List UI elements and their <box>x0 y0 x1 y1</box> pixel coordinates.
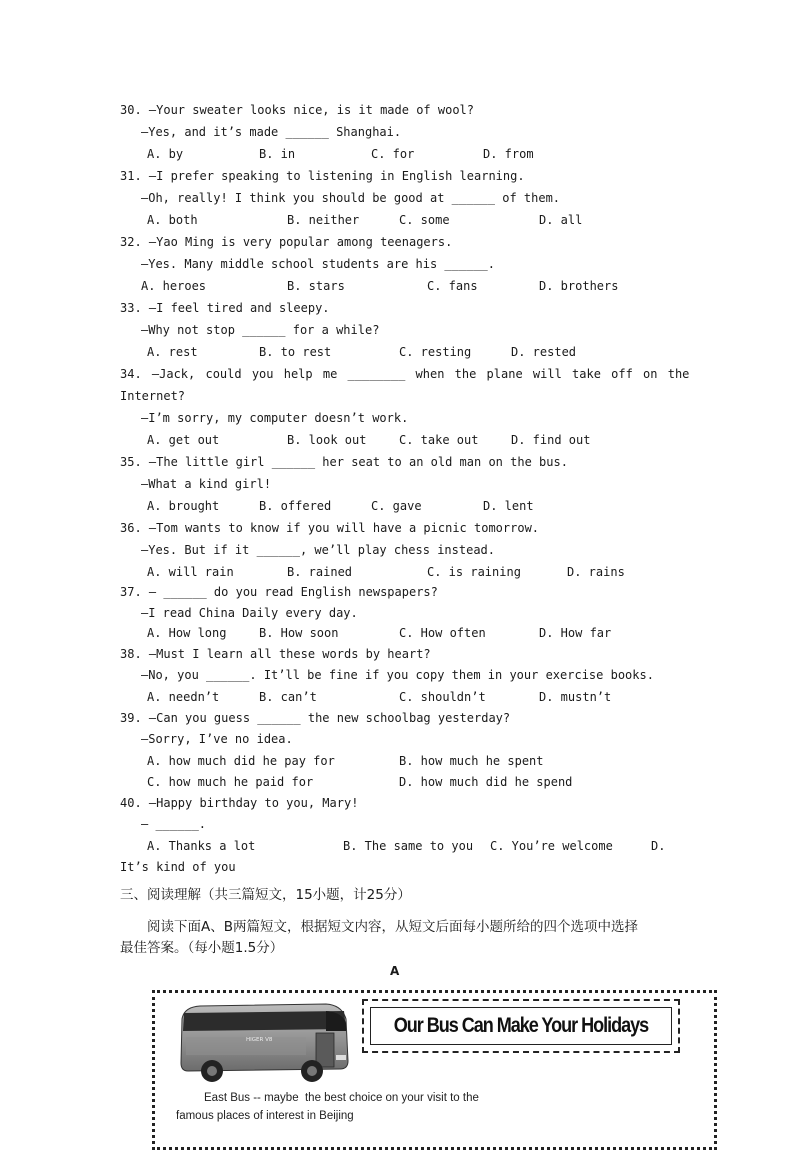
question-31-option-a: A. both <box>147 213 198 227</box>
bus-illustration <box>176 997 352 1089</box>
advertisement-text-line1: East Bus -- maybe the best choice on your visit to the <box>204 1092 479 1104</box>
question-38-reply: —No, you ______. It’ll be fine if you copy them in your exercise books. <box>141 668 654 682</box>
question-30-option-c: C. for <box>371 147 415 161</box>
question-35-stem: 35. —The little girl ______ her seat to an old man on the bus. <box>120 455 568 469</box>
question-33-option-d: D. rested <box>511 345 577 359</box>
question-37-option-b: B. How soon <box>259 626 339 640</box>
question-32-stem: 32. —Yao Ming is very popular among teenagers. <box>120 235 453 249</box>
question-37-option-d: D. How far <box>539 626 612 640</box>
question-33-stem: 33. —I feel tired and sleepy. <box>120 301 330 315</box>
question-35-option-a: A. brought <box>147 499 220 513</box>
section-heading: 三、阅读理解（共三篇短文，15小题，计25分） <box>120 887 411 903</box>
question-40-option-b: B. The same to you <box>343 839 474 853</box>
question-36-stem: 36. —Tom wants to know if you will have a picnic tomorrow. <box>120 521 540 535</box>
question-32-option-a: A. heroes <box>141 279 207 293</box>
question-38-option-b: B. can’t <box>259 690 317 704</box>
question-40-stem: 40. —Happy birthday to you, Mary! <box>120 796 359 810</box>
question-36-option-b: B. rained <box>287 565 353 579</box>
question-36-option-a: A. will rain <box>147 565 234 579</box>
question-34-option-c: C. take out <box>399 433 479 447</box>
question-37-reply: —I read China Daily every day. <box>141 606 358 620</box>
question-37-stem: 37. — ______ do you read English newspapers? <box>120 585 438 599</box>
passage-label: A <box>390 964 400 978</box>
question-39-option-c: C. how much he paid for <box>147 775 314 789</box>
question-38-stem: 38. —Must I learn all these words by heart? <box>120 647 431 661</box>
question-30-stem: 30. —Your sweater looks nice, is it made of wool? <box>120 103 475 117</box>
question-40-option-d-letter: D. <box>651 839 666 853</box>
question-34-option-d: D. find out <box>511 433 591 447</box>
question-40-option-a: A. Thanks a lot <box>147 839 256 853</box>
question-35-reply: —What a kind girl! <box>141 477 272 491</box>
question-39-option-a: A. how much did he pay for <box>147 754 335 768</box>
question-31-option-b: B. neither <box>287 213 360 227</box>
question-32-option-c: C. fans <box>427 279 478 293</box>
question-34-stem-continued: Internet? <box>120 389 186 403</box>
question-31-option-c: C. some <box>399 213 450 227</box>
question-32-option-d: D. brothers <box>539 279 619 293</box>
question-37-option-c: C. How often <box>399 626 486 640</box>
question-33-option-c: C. resting <box>399 345 472 359</box>
question-34-option-b: B. look out <box>287 433 367 447</box>
question-35-option-b: B. offered <box>259 499 332 513</box>
advertisement-text-line2: famous places of interest in Beijing <box>176 1110 354 1122</box>
advertisement-title: Our Bus Can Make Your Holidays <box>393 1014 649 1037</box>
question-39-reply: —Sorry, I’ve no idea. <box>141 732 293 746</box>
question-33-option-a: A. rest <box>147 345 198 359</box>
question-39-stem: 39. —Can you guess ______ the new schoolbag yesterday? <box>120 711 511 725</box>
question-31-reply: —Oh, really! I think you should be good at ______ of them. <box>141 191 561 205</box>
question-40-option-c: C. You’re welcome <box>490 839 613 853</box>
question-34-reply: —I’m sorry, my computer doesn’t work. <box>141 411 409 425</box>
question-31-option-d: D. all <box>539 213 583 227</box>
advertisement-title-box <box>362 999 680 1053</box>
question-30-reply: —Yes, and it’s made ______ Shanghai. <box>141 125 402 139</box>
question-35-option-c: C. gave <box>371 499 422 513</box>
question-31-stem: 31. —I prefer speaking to listening in English learning. <box>120 169 525 183</box>
question-34-stem: 34. —Jack, could you help me ________ when the plane will take off on the <box>120 367 690 381</box>
question-32-option-b: B. stars <box>287 279 345 293</box>
question-38-option-d: D. mustn’t <box>539 690 612 704</box>
question-38-option-c: C. shouldn’t <box>399 690 486 704</box>
question-36-option-c: C. is raining <box>427 565 521 579</box>
question-38-option-a: A. needn’t <box>147 690 220 704</box>
question-36-option-d: D. rains <box>567 565 625 579</box>
question-34-option-a: A. get out <box>147 433 220 447</box>
section-instructions-line2: 最佳答案。（每小题1.5分） <box>120 940 284 956</box>
question-32-reply: —Yes. Many middle school students are his ______. <box>141 257 496 271</box>
question-36-reply: —Yes. But if it ______, we’ll play chess instead. <box>141 543 496 557</box>
question-30-option-d: D. from <box>483 147 534 161</box>
question-37-option-a: A. How long <box>147 626 227 640</box>
question-39-option-b: B. how much he spent <box>399 754 544 768</box>
question-33-option-b: B. to rest <box>259 345 332 359</box>
question-30-option-b: B. in <box>259 147 296 161</box>
question-33-reply: —Why not stop ______ for a while? <box>141 323 380 337</box>
question-39-option-d: D. how much did he spend <box>399 775 573 789</box>
question-30-option-a: A. by <box>147 147 184 161</box>
question-35-option-d: D. lent <box>483 499 534 513</box>
question-40-reply: — ______. <box>141 817 207 831</box>
question-40-option-d-text: It’s kind of you <box>120 860 236 874</box>
section-instructions-line1: 阅读下面A、B两篇短文，根据短文内容，从短文后面每小题所给的四个选项中选择 <box>147 919 638 935</box>
bus-badge-text: HIGER V8 <box>246 1037 273 1043</box>
